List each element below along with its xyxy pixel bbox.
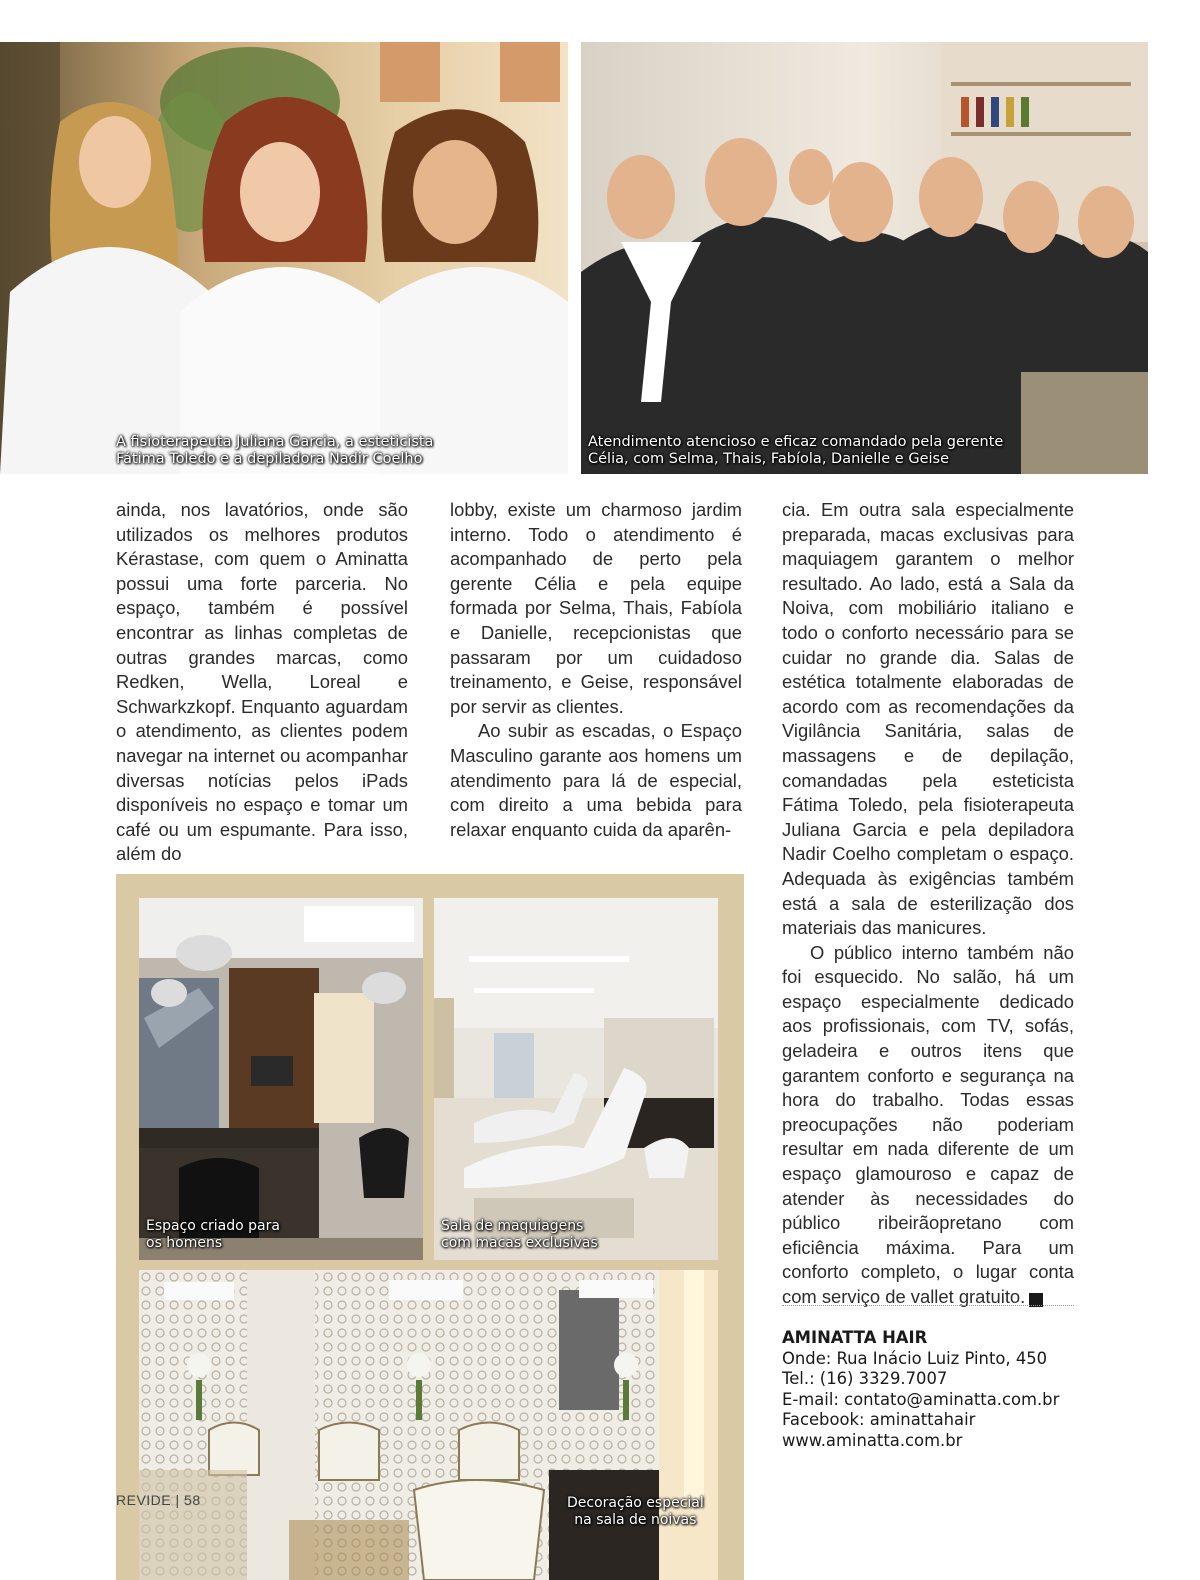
paragraph: cia. Em outra sala especialmente preparada, macas exclusivas para maquiagem garantem o melhor resultado. Ao lado, está a Sala da Noiva, com mobiliário italiano e todo o conforto necessário para se cuidar no grande dia. Salas de estética totalmente elaboradas de acordo com as recomendações da Vigilância Sanitária, salas de massagens e de depilação, comandadas pela esteticista Fátima Toledo, pela fisioterapeuta Juliana Garcia e pela depiladora Nadir Coelho completam o espaço. Adequada às exigências também está a sala de esterilização dos materiais das manicures. — [782, 499, 1074, 939]
photo-bridal-room-image — [139, 1270, 718, 1580]
photo-specialists — [0, 42, 568, 474]
paragraph: Ao subir as escadas, o Espaço Masculino garante aos homens um atendimento para lá de especial, com direito a uma bebida para relaxar enquanto cuida da aparên- — [450, 720, 742, 840]
info-box — [782, 1328, 1059, 1451]
photo-bridal-room — [139, 1270, 718, 1580]
info-address: Onde: Rua Inácio Luiz Pinto, 450 — [782, 1348, 1048, 1368]
paragraph-text: O público interno também não foi esquecido. No salão, há um espaço especialmente dedicado aos profissionais, com TV, sofás, geladeira e outros itens que garantem conforto e segurança na hora do trabalho. Todas essas preocupações não poderiam resultar em nada diferente de um espaço glamouroso e capaz de atender às necessidades do público ribeirãopretano com eficiência máxima. Para um conforto completo, o lugar conta com serviço de vallet gratuito. — [782, 941, 1074, 1307]
page-folio: REVIDE | 58 — [116, 1492, 201, 1508]
info-phone: Tel.: (16) 3329.7007 — [782, 1369, 948, 1388]
caption-reception-team: Atendimento atencioso e eficaz comandado pela gerente Célia, com Selma, Thais, Fabíola, Danielle e Geise — [588, 434, 1004, 467]
caption-bridal-room: Decoração especial na sala de noivas — [567, 1495, 704, 1528]
text-column-1 — [116, 498, 408, 867]
info-website: www.aminatta.com.br — [782, 1430, 963, 1450]
photo-gallery — [116, 874, 744, 1580]
photo-makeup-room-image — [434, 898, 718, 1260]
info-title: AMINATTA HAIR — [782, 1328, 928, 1347]
info-email: E-mail: contato@aminatta.com.br — [782, 1389, 1060, 1409]
text-column-3 — [782, 498, 1074, 1310]
photo-reception-team-image — [581, 42, 1148, 474]
paragraph-with-end-mark — [782, 941, 1074, 1310]
end-mark-icon: r — [1029, 1293, 1043, 1307]
divider — [782, 1305, 1074, 1306]
photo-reception-team — [581, 42, 1148, 474]
paragraph: lobby, existe um charmoso jardim interno. Todo o atendimento é acompanhado de perto pela gerente Célia e pela equipe formada por Selma, Thais, Fabíola e Danielle, recepcionistas que passaram por um cuidadoso treinamento, e Geise, responsável por servir as clientes. — [450, 499, 742, 717]
caption-mens-space: Espaço criado para os homens — [146, 1218, 280, 1251]
photo-mens-space — [139, 898, 423, 1260]
caption-makeup-room: Sala de maquiagens com macas exclusivas — [441, 1218, 598, 1251]
photo-specialists-image — [0, 42, 568, 474]
paragraph: ainda, nos lavatórios, onde são utilizados os melhores produtos Kérastase, com quem o Aminatta possui uma forte parceria. No espaço, também é possível encontrar as linhas completas de outras grandes marcas, como Redken, Wella, Loreal e Schwarkzkopf. Enquanto aguardam o atendimento, as clientes podem navegar na internet ou acompanhar diversas notícias pelos iPads disponíveis no espaço e tomar um café ou um espumante. Para isso, além do — [116, 499, 408, 865]
photo-mens-space-image — [139, 898, 423, 1260]
caption-specialists: A fisioterapeuta Juliana Garcia, a esteticista Fátima Toledo e a depiladora Nadir Coelho — [116, 434, 434, 467]
photo-makeup-room — [434, 898, 718, 1260]
text-column-2 — [450, 498, 742, 842]
info-facebook: Facebook: aminattahair — [782, 1410, 976, 1429]
